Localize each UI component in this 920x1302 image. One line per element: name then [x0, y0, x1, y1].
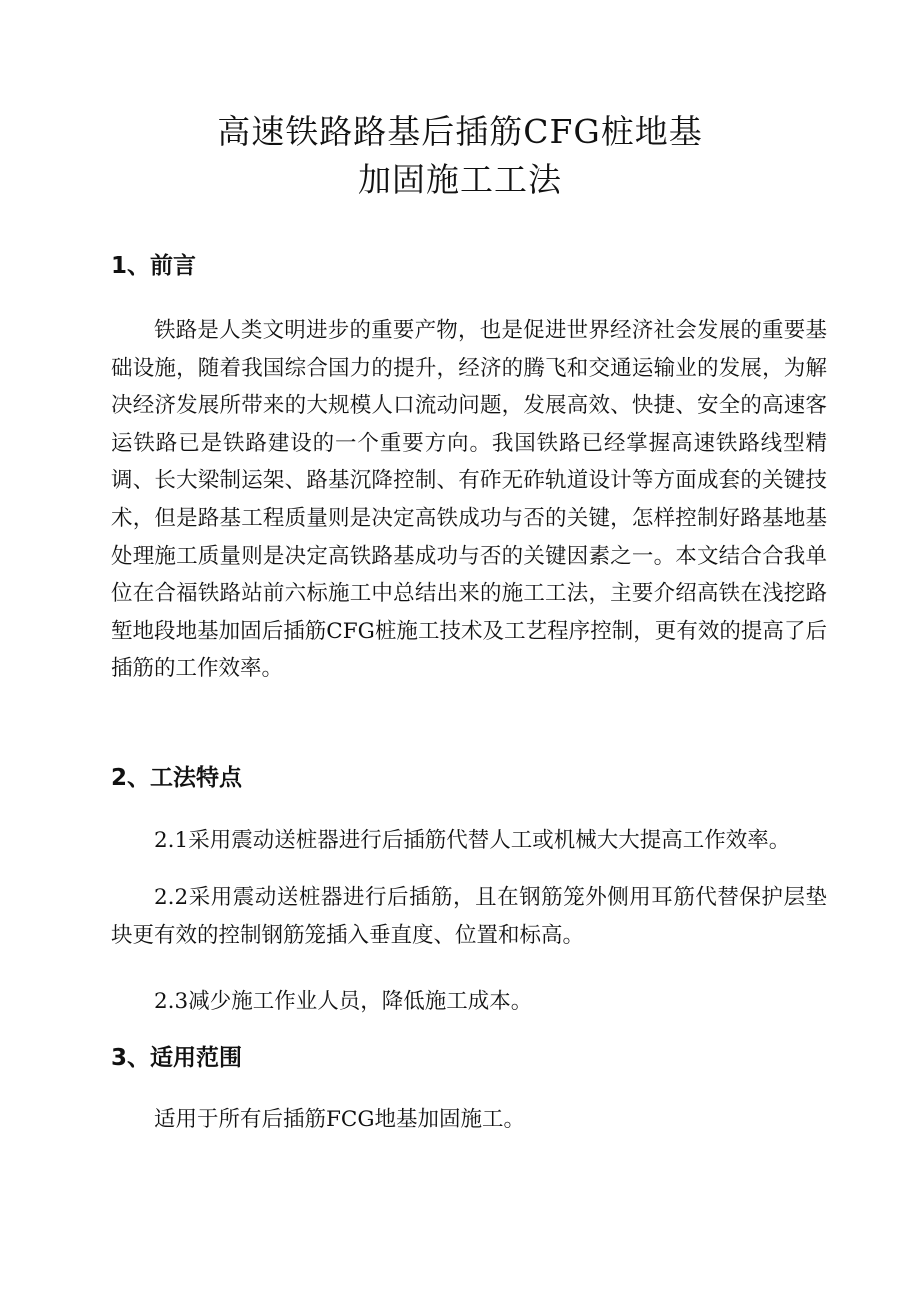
feature-paragraph-2-2: 2.2采用震动送桩器进行后插筋，且在钢筋笼外侧用耳筋代替保护层垫块更有效的控制钢筋笼插入垂直度、位置和标高。: [111, 885, 827, 948]
scope-paragraph: 适用于所有后插筋FCG地基加固施工。: [154, 1107, 526, 1132]
section-heading-features: 2、工法特点: [111, 765, 243, 791]
feature-paragraph-2-3: 2.3减少施工作业人员，降低施工成本。: [154, 989, 533, 1014]
feature-paragraph-2-1: 2.1采用震动送桩器进行后插筋代替人工或机械大大提高工作效率。: [154, 828, 791, 853]
section-heading-scope: 3、适用范围: [111, 1045, 243, 1071]
document-title-line-1: 高速铁路路基后插筋CFG桩地基: [217, 112, 703, 151]
section-heading-preface: 1、前言: [111, 253, 197, 279]
document-title-line-2: 加固施工工法: [358, 160, 562, 199]
preface-paragraph: 铁路是人类文明进步的重要产物，也是促进世界经济社会发展的重要基础设施，随着我国综合国力的提升，经济的腾飞和交通运输业的发展，为解决经济发展所带来的大规模人口流动问题，发展高效、快捷、安全的高速客运铁路已是铁路建设的一个重要方向。我国铁路已经掌握高速铁路线型精调、长大梁制运架、路基沉降控制、有砟无砟轨道设计等方面成套的关键技术，但是路基工程质量则是决定高铁成功与否的关键，怎样控制好路基地基处理施工质量则是决定高铁路基成功与否的关键因素之一。本文结合合我单位在合福铁路站前六标施工中总结出来的施工工法，主要介绍高铁在浅挖路堑地段地基加固后插筋CFG桩施工技术及工艺程序控制，更有效的提高了后插筋的工作效率。: [111, 318, 827, 682]
